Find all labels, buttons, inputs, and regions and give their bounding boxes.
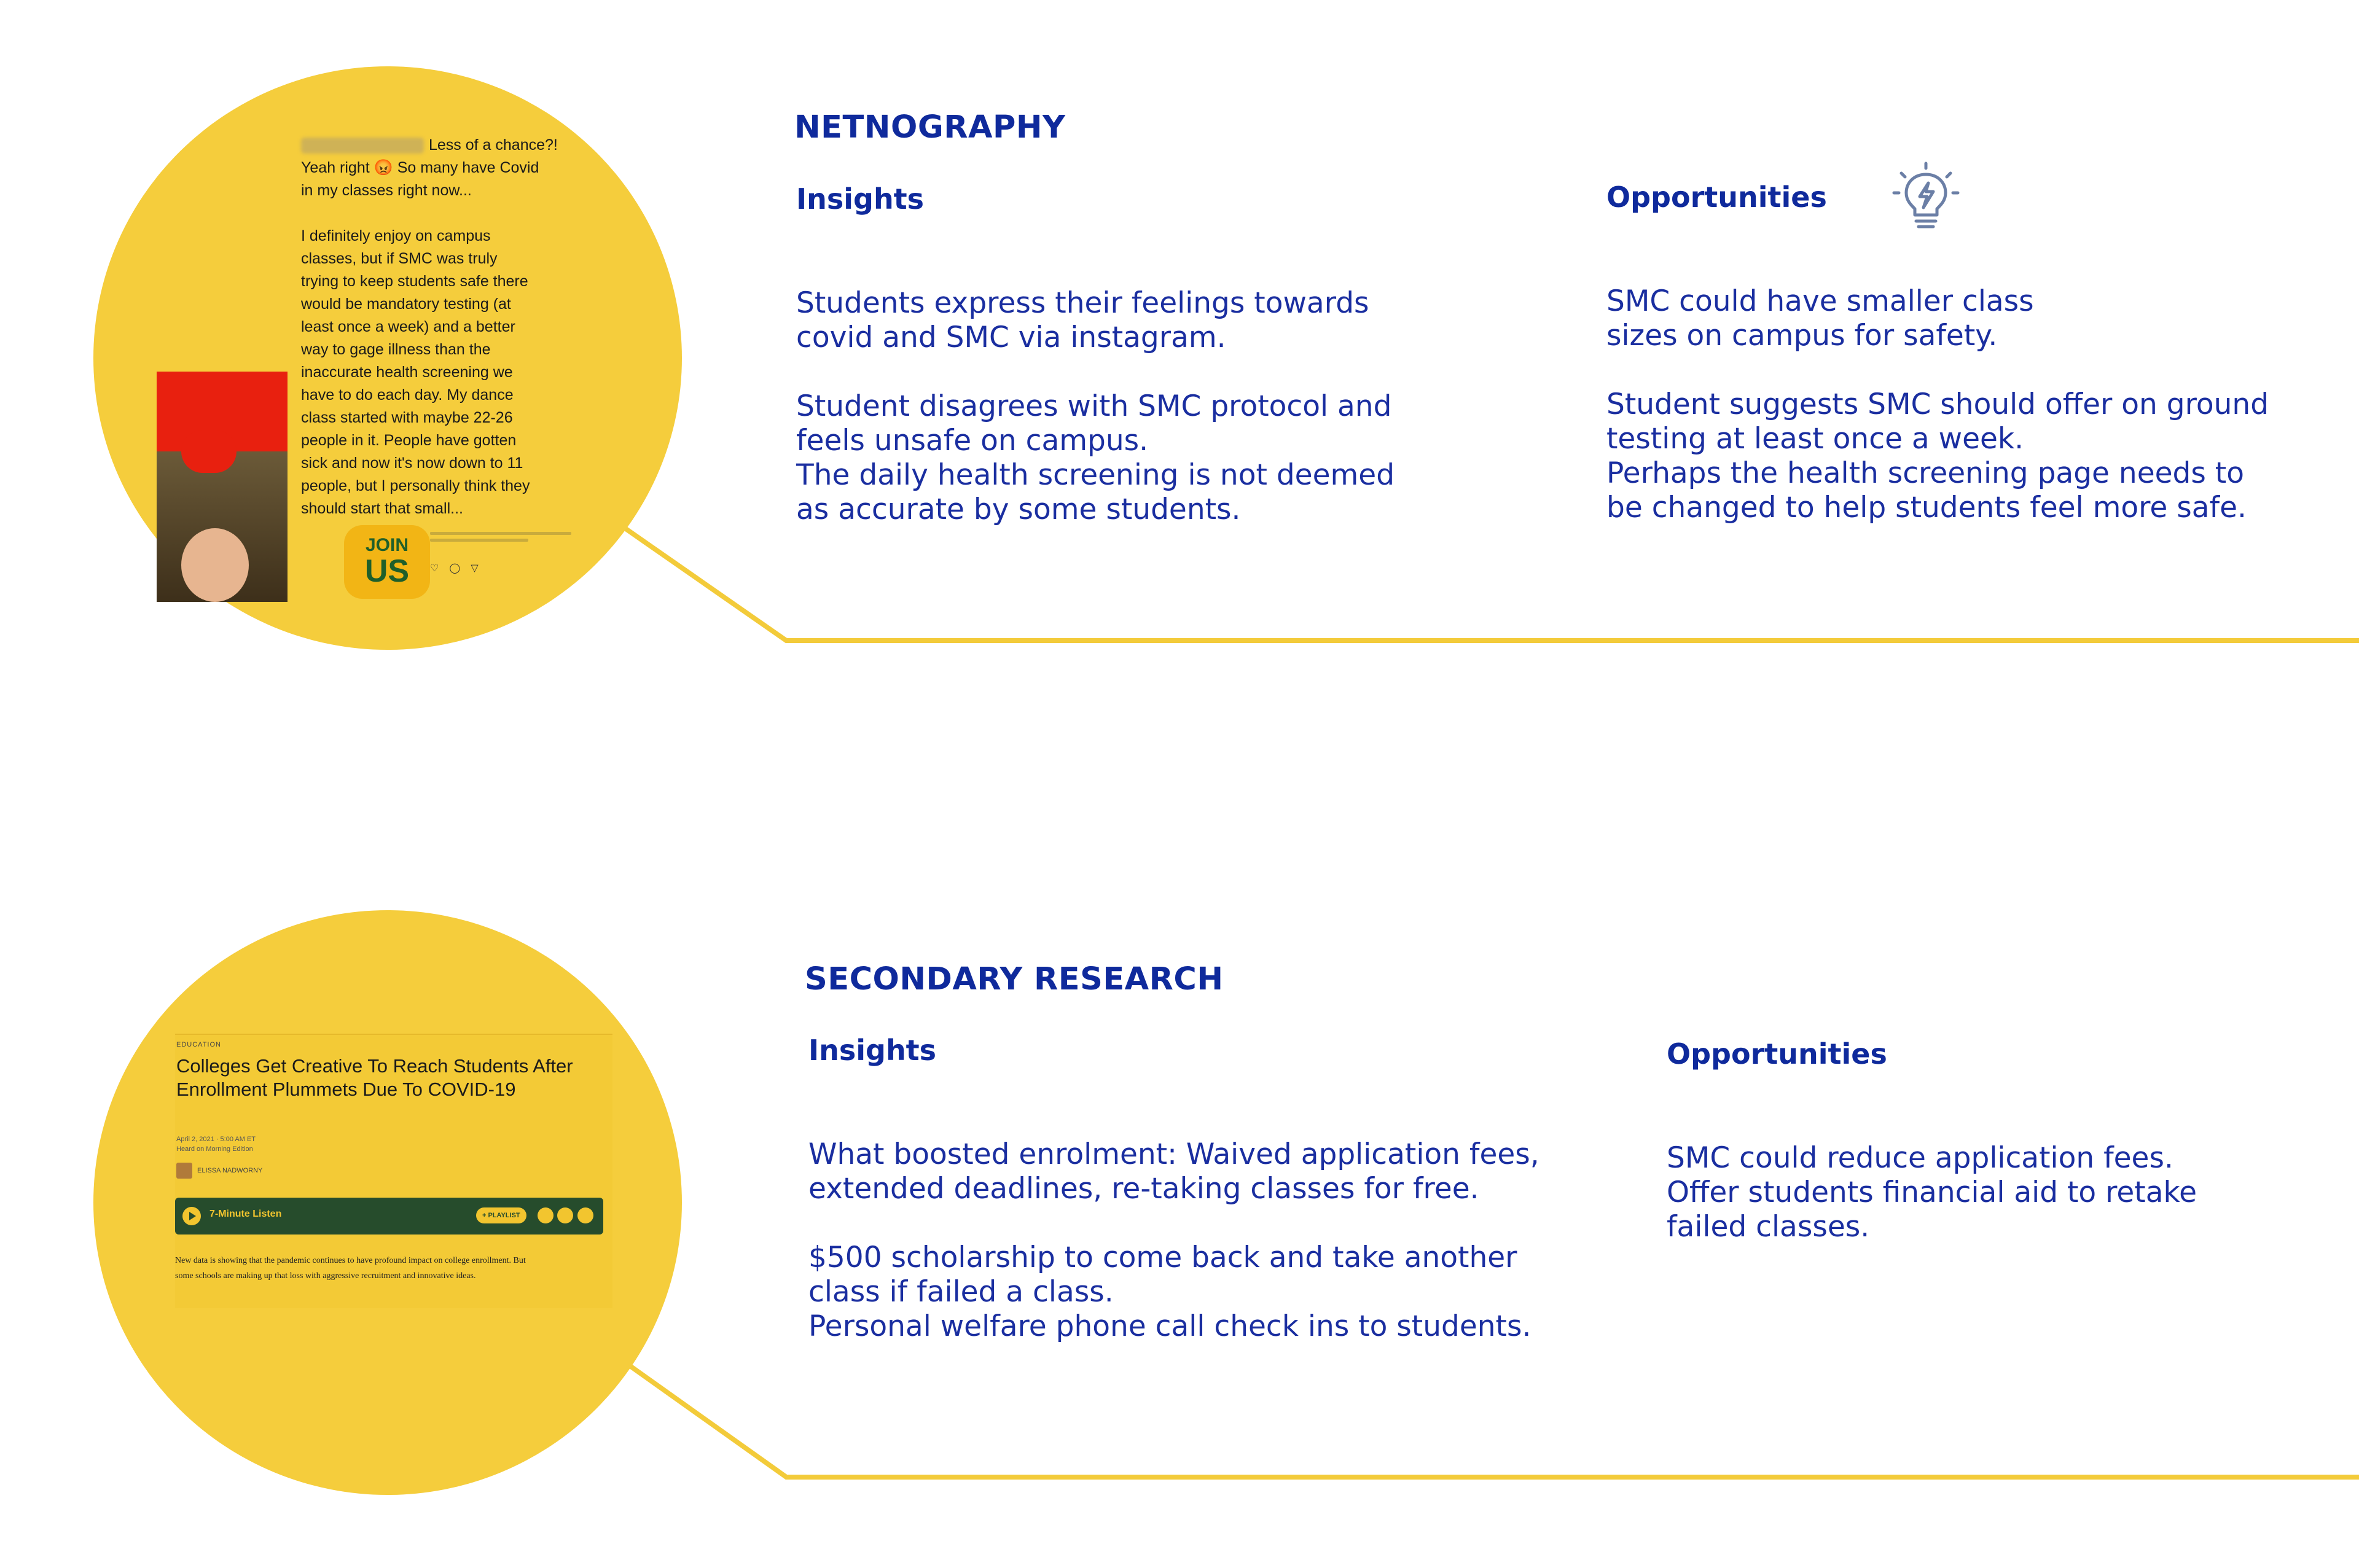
download-icon (538, 1207, 554, 1223)
article-title: Colleges Get Creative To Reach Students After Enrollment Plummets Due To COVID-19 (176, 1055, 573, 1100)
secondary-insights-text: What boosted enrolment: Waived application fees, extended deadlines, re-taking classes for free. $500 scholarship to come back and take another class if failed a class. Personal welfare phone call check ins to students. (808, 1137, 1539, 1343)
article-body: New data is showing that the pandemic continues to have profound impact on college enrollment. But some schools are making up that loss with aggressive recruitment and innovative ideas. (175, 1256, 526, 1281)
mini-text-line (430, 532, 571, 535)
secondary-opportunities-text: SMC could reduce application fees. Offer students financial aid to retake failed classes. (1667, 1141, 2197, 1244)
article-date: April 2, 2021 · 5:00 AM ET (176, 1136, 256, 1143)
netnography-insights-text: Students express their feelings towards covid and SMC via instagram. Student disagrees with SMC protocol and feels unsafe on campus. The daily health screening is not deemed as accurate by some students. (796, 286, 1395, 526)
secondary-insights-label: Insights (808, 1034, 937, 1067)
netnography-opportunities-label: Opportunities (1606, 181, 1827, 214)
photo-red-drip (181, 430, 237, 473)
join-us-badge (344, 525, 430, 599)
audio-player (175, 1198, 603, 1235)
netnography-title: NETNOGRAPHY (794, 109, 1066, 146)
comment-lead: Less of a chance?! (429, 136, 558, 154)
photo-face (181, 528, 249, 602)
mini-text-line (430, 539, 528, 542)
instagram-photo (157, 372, 288, 602)
netnography-insights-label: Insights (796, 182, 925, 216)
article-category: EDUCATION (176, 1041, 221, 1048)
npr-article-screenshot (175, 1034, 612, 1308)
play-icon (182, 1207, 201, 1225)
join-text: JOIN (365, 535, 409, 555)
article-heard-on: Heard on Morning Edition (176, 1145, 253, 1153)
play-triangle (189, 1212, 196, 1220)
instagram-comment (301, 134, 577, 520)
author-avatar (176, 1163, 192, 1179)
comment-body: Yeah right 😡 So many have Covid in my classes right now... I definitely enjoy on campus classes, but if SMC was truly trying to keep students safe there would be mandatory testing (at least once a week) and a better way to gage illness than the inaccurate health screening we have to do each day. My dance class started with maybe 22-26 people in it. People have gotten sick and now it's now down to 11 people, but I personally think they should start that small... (301, 159, 539, 517)
lightbulb-icon (1889, 161, 1963, 235)
us-text: US (364, 553, 410, 589)
playlist-button: + PLAYLIST (476, 1207, 526, 1223)
netnography-opportunities-text: SMC could have smaller class sizes on campus for safety. Student suggests SMC should offer on ground testing at least once a week. Perhaps the health screening page needs to be changed to help students feel more safe. (1606, 284, 2269, 525)
secondary-title: SECONDARY RESEARCH (805, 961, 1224, 997)
instagram-action-icons: ♡ ◯ ▽ (430, 562, 482, 574)
blurred-username (301, 138, 424, 154)
author-name: ELISSA NADWORNY (197, 1167, 263, 1174)
secondary-opportunities-label: Opportunities (1667, 1037, 1887, 1071)
embed-icon (557, 1207, 573, 1223)
article-author (176, 1163, 262, 1179)
secondary-connector-line (627, 1363, 2359, 1477)
netnography-connector-line (620, 525, 2359, 641)
listen-label: 7-Minute Listen (209, 1209, 282, 1219)
transcript-icon (577, 1207, 593, 1223)
